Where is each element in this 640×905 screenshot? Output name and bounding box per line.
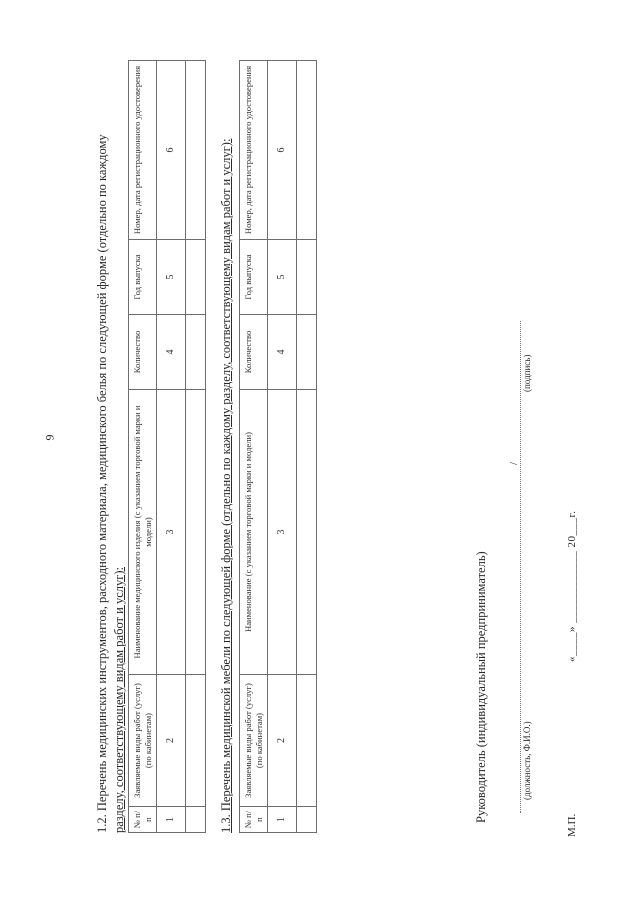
header-year: Год выпуска	[129, 240, 157, 315]
section-1-3-title-line1: 1.3. Перечень медицинской мебели по следующей форме (отдельно по каждому разделу, соответствующему видам работ и услуг):	[219, 138, 233, 833]
header-works: Заявляемые виды работ (услуг) (по кабинетам)	[240, 675, 268, 807]
col-number: 2	[157, 675, 186, 807]
signature-line	[520, 321, 521, 813]
col-number: 5	[268, 240, 297, 315]
header-qty: Количество	[129, 315, 157, 390]
col-number: 5	[157, 240, 186, 315]
col-number: 6	[268, 61, 297, 240]
position-label: (должность, Ф.И.О.)	[522, 721, 532, 800]
header-year: Год выпуска	[240, 240, 268, 315]
page-number: 9	[42, 434, 57, 441]
header-reg: Номер, дата регистрационного удостоверения	[129, 61, 157, 240]
header-qty: Количество	[240, 315, 268, 390]
header-num: № п/п	[240, 807, 268, 833]
col-number: 4	[268, 315, 297, 390]
header-works: Заявляемые виды работ (услуг) (по кабинетам)	[129, 675, 157, 807]
col-number: 1	[157, 807, 186, 833]
date-field: «____» ____________ 20___г.	[566, 510, 578, 662]
col-number: 6	[157, 61, 186, 240]
section-1-2-title-line2: разделу, соответствующему видам работ и услуг):	[112, 566, 126, 833]
col-number: 1	[268, 807, 297, 833]
header-name: Наименование (с указанием торговой марки и модели)	[240, 390, 268, 675]
stamp-place-label: М.П.	[566, 813, 578, 837]
col-number: 3	[268, 390, 297, 675]
col-number: 4	[157, 315, 186, 390]
col-number: 3	[157, 390, 186, 675]
section-1-2-title-line1: 1.2. Перечень медицинских инструментов, расходного материала, медицинского белья по следующей форме (отдельно по каждому	[95, 134, 109, 833]
signature-slash: /	[508, 461, 520, 465]
header-reg: Номер, дата регистрационного удостоверения	[240, 61, 268, 240]
head-label: Руководитель (индивидуальный предприниматель)	[474, 551, 488, 823]
signature-label: (подпись)	[522, 354, 532, 392]
header-num: № п/п	[129, 807, 157, 833]
col-number: 2	[268, 675, 297, 807]
header-name: Наименование медицинского изделия (с указанием торговой марки и модели)	[129, 390, 157, 675]
